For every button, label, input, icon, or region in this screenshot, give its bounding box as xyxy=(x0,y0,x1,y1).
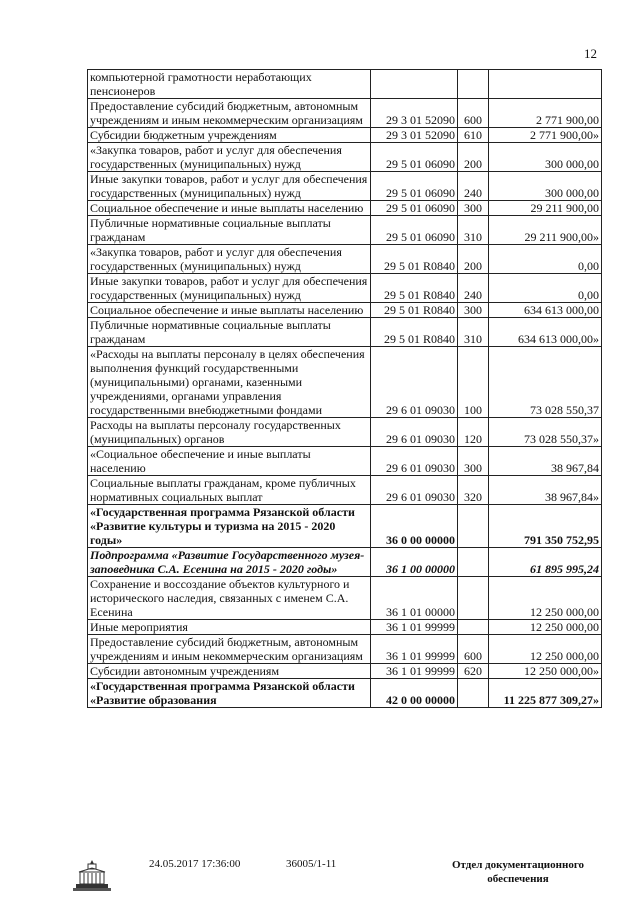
row-code-cell: 36 1 01 00000 xyxy=(371,577,458,620)
row-name-cell: «Социальное обеспечение и иные выплаты населению xyxy=(88,447,371,476)
row-sum-cell: 634 613 000,00» xyxy=(489,318,602,347)
row-sum-cell: 0,00 xyxy=(489,245,602,274)
row-sum-cell: 61 895 995,24 xyxy=(489,548,602,577)
row-name-cell: Предоставление субсидий бюджетным, автономным учреждениям и иным некоммерческим организациям xyxy=(88,99,371,128)
row-name-cell: Социальное обеспечение и иные выплаты населению xyxy=(88,201,371,216)
row-name-cell: Социальное обеспечение и иные выплаты населению xyxy=(88,303,371,318)
row-vr-cell xyxy=(458,548,489,577)
table-row xyxy=(88,635,602,664)
row-code-cell: 29 5 01 R0840 xyxy=(371,245,458,274)
row-code-cell: 29 5 01 R0840 xyxy=(371,318,458,347)
row-name-cell: «Расходы на выплаты персоналу в целях обеспечения выполнения функций государственными (муниципальными) органами, казенными учреждениями, органами управления государственными внебюджетными фондами xyxy=(88,347,371,418)
row-name-cell: Иные мероприятия xyxy=(88,620,371,635)
row-vr-cell: 200 xyxy=(458,143,489,172)
row-code-cell: 29 5 01 06090 xyxy=(371,216,458,245)
table-row xyxy=(88,99,602,128)
row-sum-cell: 38 967,84 xyxy=(489,447,602,476)
row-sum-cell: 300 000,00 xyxy=(489,143,602,172)
row-vr-cell xyxy=(458,679,489,708)
row-sum-cell: 300 000,00 xyxy=(489,172,602,201)
row-vr-cell: 300 xyxy=(458,303,489,318)
row-sum-cell: 2 771 900,00» xyxy=(489,128,602,143)
row-name-cell: Расходы на выплаты персоналу государственных (муниципальных) органов xyxy=(88,418,371,447)
row-sum-cell: 29 211 900,00» xyxy=(489,216,602,245)
row-vr-cell: 600 xyxy=(458,635,489,664)
row-name-cell: «Закупка товаров, работ и услуг для обеспечения государственных (муниципальных) нужд xyxy=(88,143,371,172)
table-row xyxy=(88,70,602,99)
row-sum-cell: 12 250 000,00 xyxy=(489,635,602,664)
row-name-cell: «Государственная программа Рязанской области «Развитие культуры и туризма на 2015 - 2020 годы» xyxy=(88,505,371,548)
row-code-cell: 29 3 01 52090 xyxy=(371,128,458,143)
row-sum-cell: 29 211 900,00 xyxy=(489,201,602,216)
row-name-cell: Предоставление субсидий бюджетным, автономным учреждениям и иным некоммерческим организациям xyxy=(88,635,371,664)
row-code-cell: 36 1 01 99999 xyxy=(371,664,458,679)
row-code-cell: 29 5 01 06090 xyxy=(371,201,458,216)
row-code-cell: 29 5 01 R0840 xyxy=(371,274,458,303)
row-vr-cell xyxy=(458,577,489,620)
row-code-cell: 29 3 01 52090 xyxy=(371,99,458,128)
row-sum-cell: 791 350 752,95 xyxy=(489,505,602,548)
table-row xyxy=(88,418,602,447)
footer-doc-code: 36005/1-11 xyxy=(286,858,337,870)
row-vr-cell xyxy=(458,505,489,548)
table-row xyxy=(88,620,602,635)
row-name-cell: Сохранение и воссоздание объектов культурного и исторического наследия, связанных с именем С.А. Есенина xyxy=(88,577,371,620)
row-vr-cell: 620 xyxy=(458,664,489,679)
row-vr-cell: 200 xyxy=(458,245,489,274)
row-name-cell: «Закупка товаров, работ и услуг для обеспечения государственных (муниципальных) нужд xyxy=(88,245,371,274)
row-vr-cell: 240 xyxy=(458,274,489,303)
row-vr-cell: 300 xyxy=(458,447,489,476)
row-code-cell: 42 0 00 00000 xyxy=(371,679,458,708)
row-code-cell: 29 6 01 09030 xyxy=(371,347,458,418)
table-row xyxy=(88,128,602,143)
row-code-cell: 29 6 01 09030 xyxy=(371,418,458,447)
row-code-cell: 36 1 00 00000 xyxy=(371,548,458,577)
row-name-cell: Публичные нормативные социальные выплаты гражданам xyxy=(88,318,371,347)
table-row xyxy=(88,303,602,318)
table-row xyxy=(88,245,602,274)
row-vr-cell: 120 xyxy=(458,418,489,447)
row-sum-cell: 38 967,84» xyxy=(489,476,602,505)
row-sum-cell: 11 225 877 309,27» xyxy=(489,679,602,708)
row-code-cell: 36 1 01 99999 xyxy=(371,620,458,635)
row-code-cell: 36 1 01 99999 xyxy=(371,635,458,664)
row-name-cell: Субсидии бюджетным учреждениям xyxy=(88,128,371,143)
row-code-cell: 29 5 01 06090 xyxy=(371,143,458,172)
table-row xyxy=(88,216,602,245)
footer-datetime: 24.05.2017 17:36:00 xyxy=(149,858,241,870)
table-row xyxy=(88,318,602,347)
row-sum-cell: 634 613 000,00 xyxy=(489,303,602,318)
table-row xyxy=(88,172,602,201)
row-vr-cell: 100 xyxy=(458,347,489,418)
table-row xyxy=(88,201,602,216)
table-row xyxy=(88,447,602,476)
table-row xyxy=(88,476,602,505)
row-sum-cell: 12 250 000,00» xyxy=(489,664,602,679)
row-sum-cell: 73 028 550,37» xyxy=(489,418,602,447)
row-vr-cell: 320 xyxy=(458,476,489,505)
row-code-cell: 29 6 01 09030 xyxy=(371,447,458,476)
row-name-cell: Социальные выплаты гражданам, кроме публичных нормативных социальных выплат xyxy=(88,476,371,505)
row-vr-cell xyxy=(458,620,489,635)
footer-department: Отдел документационного обеспечения xyxy=(451,859,585,885)
row-sum-cell: 12 250 000,00 xyxy=(489,577,602,620)
table-row xyxy=(88,548,602,577)
row-name-cell: Иные закупки товаров, работ и услуг для обеспечения государственных (муниципальных) нужд xyxy=(88,274,371,303)
budget-table xyxy=(87,69,602,708)
table-row xyxy=(88,347,602,418)
page-number: 12 xyxy=(584,46,597,61)
row-code-cell: 29 6 01 09030 xyxy=(371,476,458,505)
table-row xyxy=(88,143,602,172)
table-row xyxy=(88,664,602,679)
table-row xyxy=(88,274,602,303)
table-row xyxy=(88,679,602,708)
row-sum-cell: 12 250 000,00 xyxy=(489,620,602,635)
row-name-cell: «Государственная программа Рязанской области «Развитие образования xyxy=(88,679,371,708)
row-name-cell: Подпрограмма «Развитие Государственного музея-заповедника С.А. Есенина на 2015 - 2020 годы» xyxy=(88,548,371,577)
duma-building-logo-icon xyxy=(71,858,113,894)
row-name-cell: Публичные нормативные социальные выплаты гражданам xyxy=(88,216,371,245)
row-vr-cell: 600 xyxy=(458,99,489,128)
row-vr-cell xyxy=(458,70,489,99)
row-code-cell xyxy=(371,70,458,99)
row-name-cell: компьютерной грамотности неработающих пенсионеров xyxy=(88,70,371,99)
row-name-cell: Иные закупки товаров, работ и услуг для обеспечения государственных (муниципальных) нужд xyxy=(88,172,371,201)
row-vr-cell: 300 xyxy=(458,201,489,216)
row-sum-cell xyxy=(489,70,602,99)
row-sum-cell: 2 771 900,00 xyxy=(489,99,602,128)
row-code-cell: 29 5 01 06090 xyxy=(371,172,458,201)
row-code-cell: 36 0 00 00000 xyxy=(371,505,458,548)
row-sum-cell: 73 028 550,37 xyxy=(489,347,602,418)
row-sum-cell: 0,00 xyxy=(489,274,602,303)
row-vr-cell: 310 xyxy=(458,216,489,245)
row-code-cell: 29 5 01 R0840 xyxy=(371,303,458,318)
table-row xyxy=(88,505,602,548)
row-vr-cell: 240 xyxy=(458,172,489,201)
row-vr-cell: 610 xyxy=(458,128,489,143)
row-name-cell: Субсидии автономным учреждениям xyxy=(88,664,371,679)
table-row xyxy=(88,577,602,620)
row-vr-cell: 310 xyxy=(458,318,489,347)
